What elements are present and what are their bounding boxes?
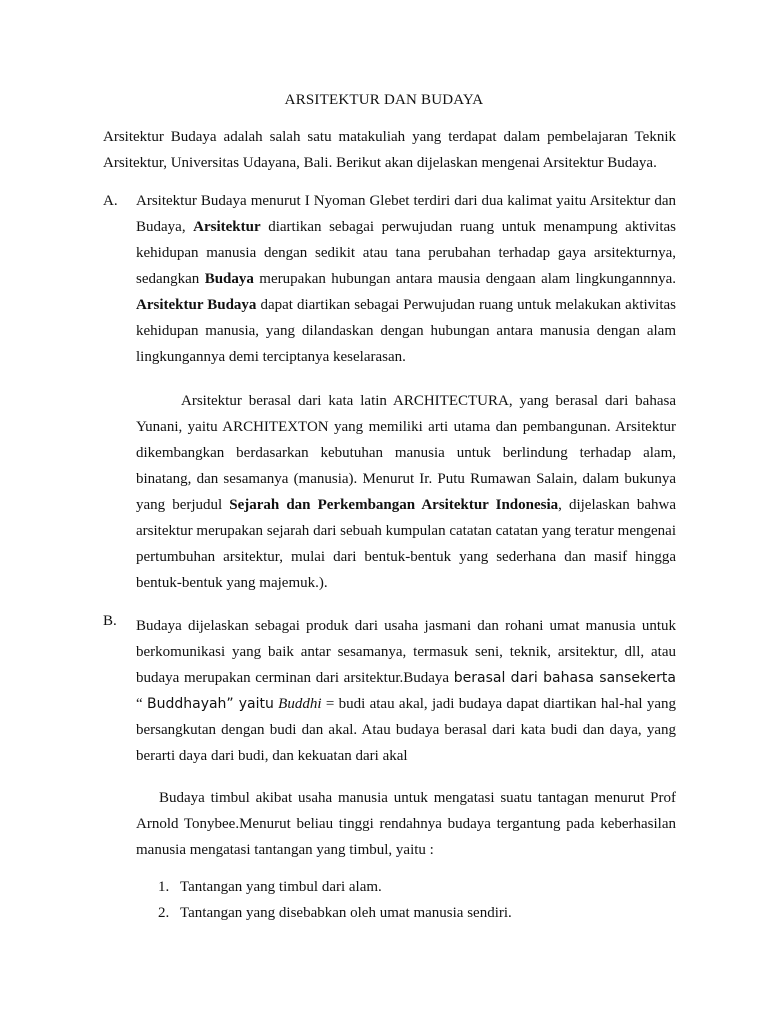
list-item-number: 1. bbox=[158, 879, 170, 895]
bold-book-title: Sejarah dan Perkembangan Arsitektur Indonesia bbox=[229, 497, 559, 513]
alt-font-run: Buddhayah” yaitu bbox=[146, 696, 274, 712]
list-item bbox=[158, 874, 658, 900]
text-run: Arsitektur berasal dari kata latin ARCHITECTURA, yang berasal dari bahasa Yunani, yaitu ARCHITEXTON yang memiliki arti utama dan pembangunan. Arsitektur dikembangkan berdasarkan kebutuhan manusia untuk berlindung terhadap alam, binatang, dan sesamanya (manusia). Menurut Ir. Putu Rumawan Salain, dalam bukunya yang berjudul bbox=[136, 393, 676, 513]
section-b-paragraph-1 bbox=[136, 613, 676, 769]
text-run: Budaya dijelaskan sebagai produk dari usaha jasmani dan rohani umat manusia untuk berkomunikasi yang baik antar sesamanya, termasuk seni, teknik, arsitektur, dll, atau budaya merupakan cerminan dari arsitektur.Budaya bbox=[136, 618, 676, 686]
italic-term-buddhi: Buddhi bbox=[278, 696, 322, 712]
text-run: diartikan sebagai perwujudan ruang untuk menampung aktivitas kehidupan manusia dengan sedikit atau tana perubahan terhadap gaya arsitekturnya, sedangkan bbox=[136, 219, 676, 287]
alt-font-run: berasal dari bahasa sansekerta bbox=[453, 670, 676, 686]
text-run: merupakan hubungan antara mausia dengaan alam lingkungannnya. bbox=[253, 271, 676, 287]
text-run: = budi atau akal, jadi budaya dapat diartikan hal-hal yang bersangkutan dengan budi dan akal. Atau budaya berasal dari kata budi dan daya, yang berarti daya dari budi, dan kekuatan dari akal bbox=[136, 696, 676, 764]
text-run: , dijelaskan bahwa arsitektur merupakan sejarah dari sebuah kumpulan catatan catatan yang teratur mengenai pertumbuhan arsitektur, mulai dari bentuk-bentuk yang sederhana dan masif hingga bentuk-bentuk yang majemuk.). bbox=[136, 497, 676, 591]
section-a-paragraph-2 bbox=[136, 388, 676, 596]
list-item-number: 2. bbox=[158, 905, 170, 921]
section-a-marker: A. bbox=[103, 193, 118, 209]
bold-term-arsitektur-budaya: Arsitektur Budaya bbox=[136, 297, 257, 313]
list-item-text: Tantangan yang timbul dari alam. bbox=[180, 879, 382, 895]
list-item-text: Tantangan yang disebabkan oleh umat manusia sendiri. bbox=[180, 905, 512, 921]
text-run: dapat diartikan sebagai Perwujudan ruang untuk melakukan aktivitas kehidupan manusia, yang dilandaskan dengan hubungan antara manusia dengan alam lingkungannya demi terciptanya keselarasan. bbox=[136, 297, 676, 365]
numbered-list bbox=[158, 874, 658, 926]
bold-term-budaya: Budaya bbox=[204, 271, 254, 287]
section-b-marker: B. bbox=[103, 613, 117, 629]
bold-term-arsitektur: Arsitektur bbox=[193, 219, 261, 235]
section-a-paragraph-1 bbox=[136, 188, 676, 370]
text-run: Arsitektur Budaya menurut I Nyoman Glebet terdiri dari dua kalimat yaitu Arsitektur dan Budaya, bbox=[136, 193, 676, 235]
list-item bbox=[158, 900, 658, 926]
intro-paragraph: Arsitektur Budaya adalah salah satu matakuliah yang terdapat dalam pembelajaran Teknik Arsitektur, Universitas Udayana, Bali. Berikut akan dijelaskan mengenai Arsitektur Budaya. bbox=[103, 129, 676, 171]
text-run: “ bbox=[136, 696, 147, 712]
document-title: ARSITEKTUR DAN BUDAYA bbox=[284, 92, 484, 108]
section-b-paragraph-2: Budaya timbul akibat usaha manusia untuk mengatasi suatu tantagan menurut Prof Arnold Tonybee.Menurut beliau tinggi rendahnya budaya tergantung pada keberhasilan manusia mengatasi tantangan yang timbul, yaitu : bbox=[136, 790, 676, 858]
